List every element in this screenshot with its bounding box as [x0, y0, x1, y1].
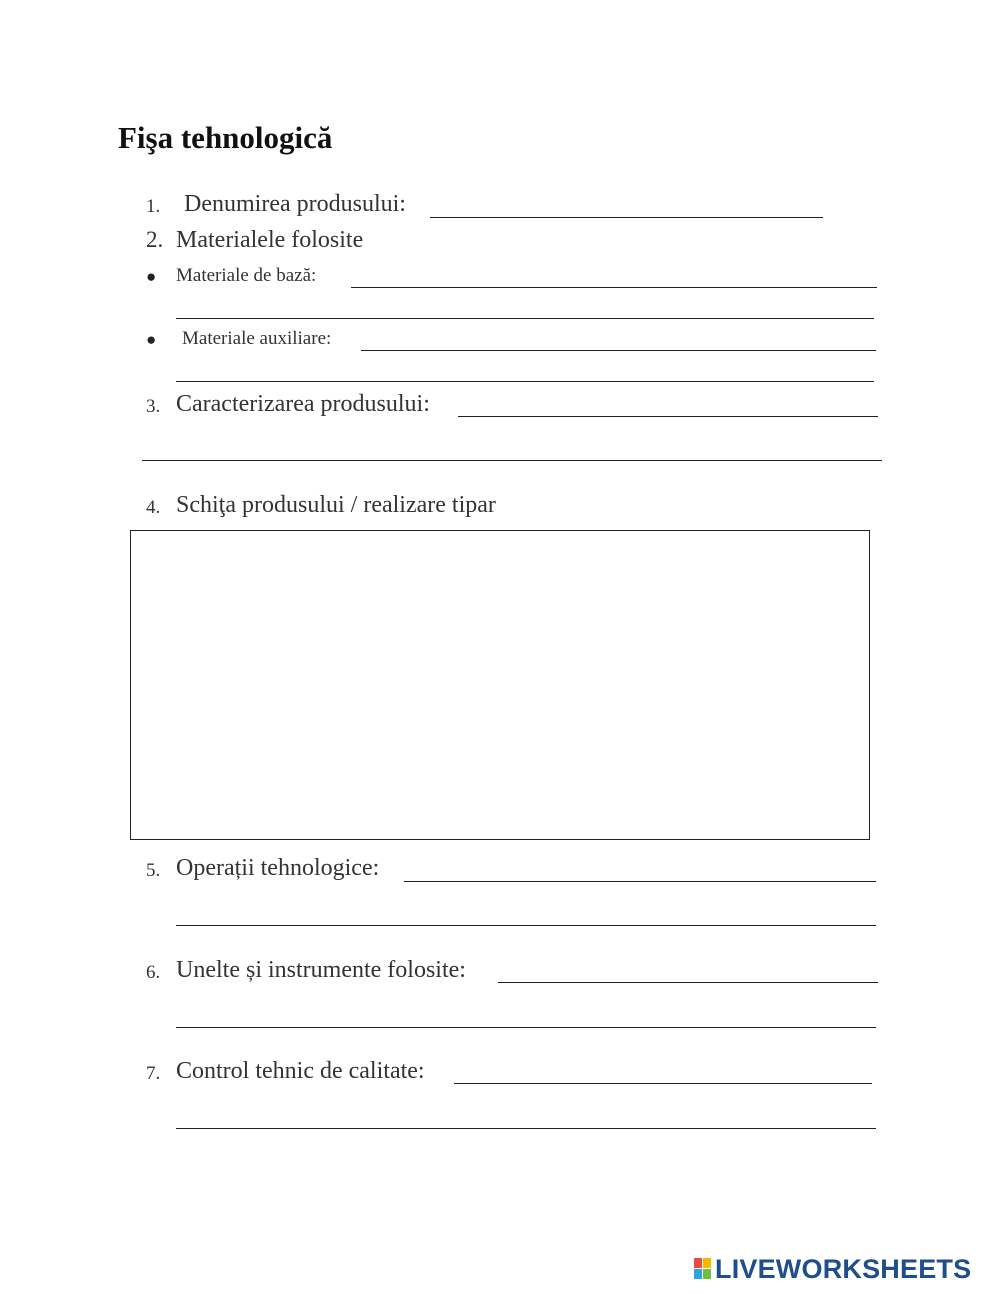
answer-line-quality-control-2[interactable]: [176, 1128, 876, 1129]
answer-line-base-materials[interactable]: [351, 287, 877, 288]
logo-square-3: [694, 1269, 702, 1279]
item-number-6: 6.: [146, 962, 161, 983]
answer-line-operations[interactable]: [404, 881, 876, 882]
item-number-5: 5.: [146, 860, 161, 881]
bullet-icon: ●: [146, 330, 157, 349]
sketch-box[interactable]: [130, 530, 870, 840]
answer-line-characterization-2[interactable]: [142, 460, 882, 461]
answer-line-characterization[interactable]: [458, 416, 878, 417]
page-title: Fişa tehnologică: [118, 120, 333, 155]
item-number-4: 4.: [146, 497, 161, 518]
item-label-characterization: Caracterizarea produsului:: [176, 391, 430, 417]
answer-line-quality-control[interactable]: [454, 1083, 872, 1084]
item-label-tools: Unelte și instrumente folosite:: [176, 957, 466, 983]
liveworksheets-logo: [694, 1254, 971, 1284]
item-label-materials: Materialele folosite: [176, 227, 364, 253]
logo-square-2: [703, 1258, 711, 1268]
materials-base-label: Materiale de bază:: [176, 265, 317, 286]
answer-line-auxiliary-materials-2[interactable]: [176, 381, 874, 382]
answer-line-base-materials-2[interactable]: [176, 318, 874, 319]
logo-text: LIVEWORKSHEETS: [715, 1253, 972, 1284]
logo-icon: [694, 1258, 712, 1280]
materials-auxiliary-label: Materiale auxiliare:: [182, 328, 332, 349]
item-number-3: 3.: [146, 396, 161, 417]
item-label-quality-control: Control tehnic de calitate:: [176, 1058, 425, 1084]
answer-line-tools-2[interactable]: [176, 1027, 876, 1028]
logo-square-4: [703, 1269, 711, 1279]
answer-line-auxiliary-materials[interactable]: [361, 350, 876, 351]
logo-square-1: [694, 1258, 702, 1268]
item-number-1: 1.: [146, 196, 161, 217]
item-number-7: 7.: [146, 1063, 161, 1084]
item-number-2: 2.: [146, 227, 164, 252]
item-label-sketch: Schiţa produsului / realizare tipar: [176, 492, 496, 518]
item-label-operations: Operații tehnologice:: [176, 855, 380, 881]
answer-line-product-name[interactable]: [430, 217, 823, 218]
answer-line-tools[interactable]: [498, 982, 878, 983]
item-label-product-name: Denumirea produsului:: [184, 191, 406, 217]
bullet-icon: ●: [146, 267, 157, 286]
answer-line-operations-2[interactable]: [176, 925, 876, 926]
